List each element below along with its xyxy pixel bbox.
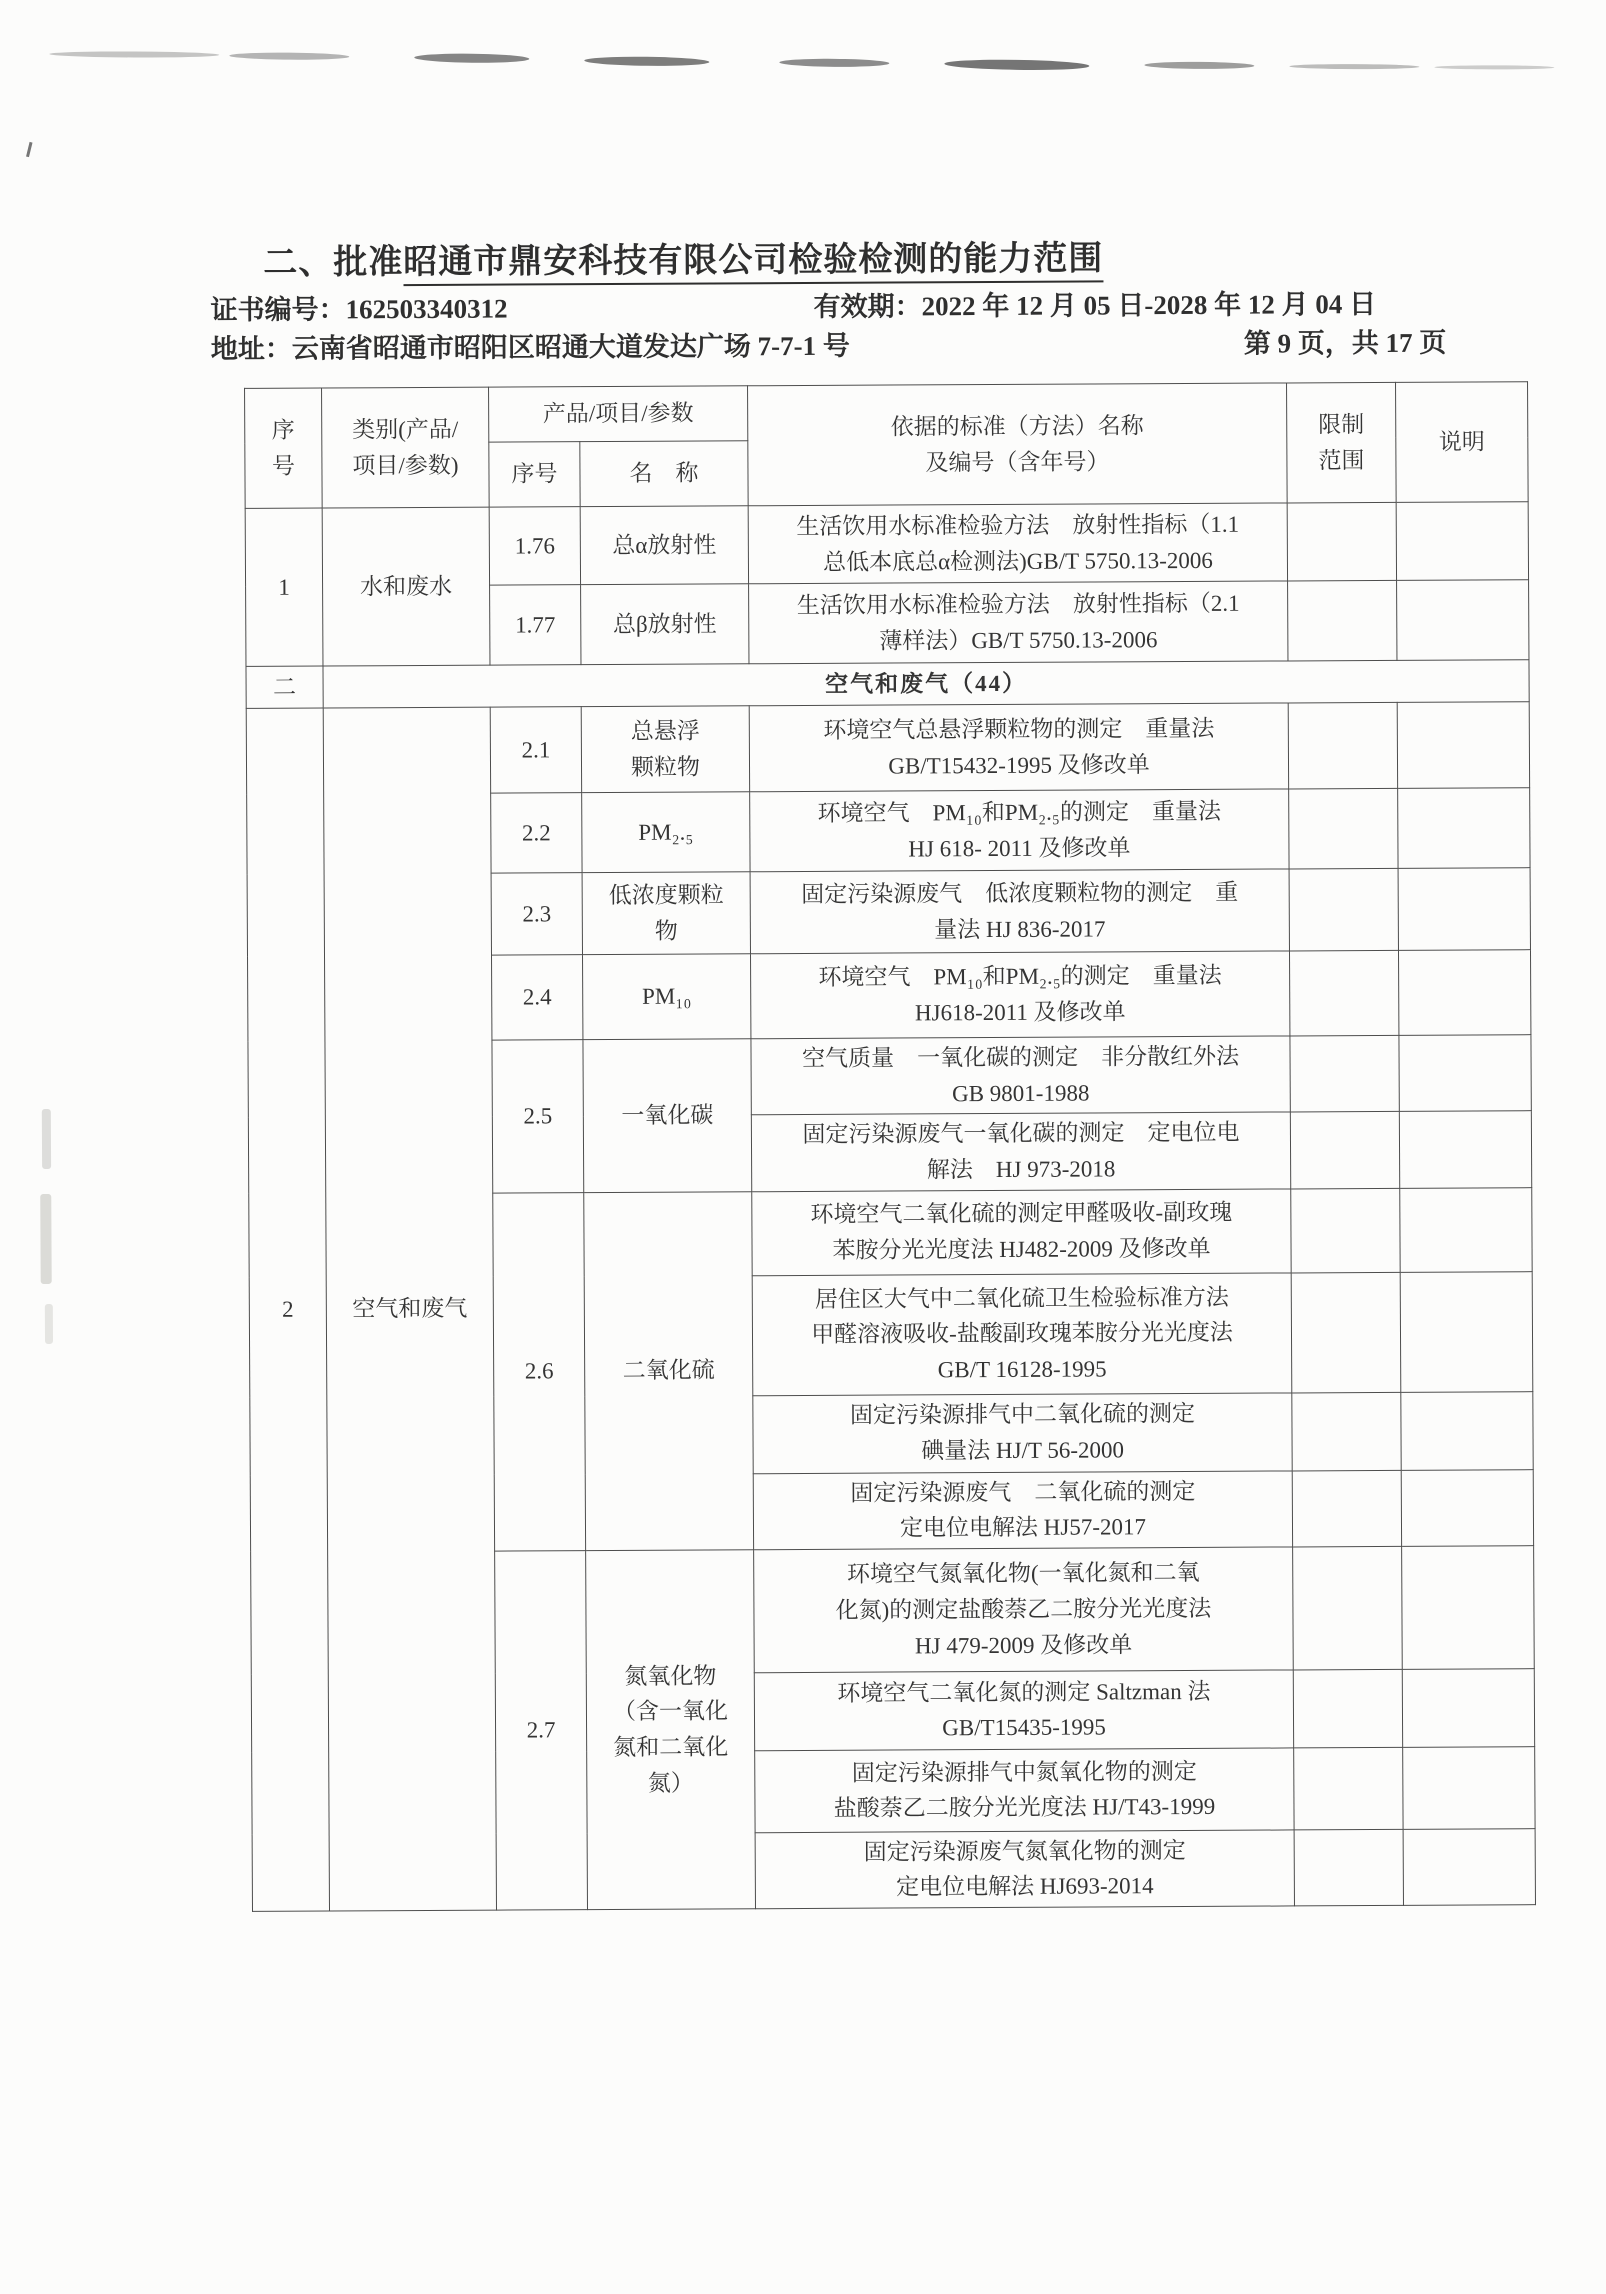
- header-limit: 限制 范围: [1287, 382, 1397, 503]
- header-standard: 依据的标准（方法）名称 及编号（含年号）: [748, 383, 1288, 506]
- cell-name: 总悬浮 颗粒物: [581, 706, 749, 793]
- cell-standard: 固定污染源废气一氧化碳的测定 定电位电 解法 HJ 973-2018: [751, 1112, 1290, 1191]
- cell-standard: 居住区大气中二氧化硫卫生检验标准方法 甲醛溶液吸收-盐酸副玫瑰苯胺分光光度法 GB/T 16128-1995: [752, 1273, 1292, 1396]
- cell-sub-no: 2.1: [490, 707, 581, 793]
- cell-note: [1396, 502, 1528, 581]
- cell-note: [1398, 950, 1530, 1036]
- page-number-info: 第 9 页，共 17 页: [1243, 327, 1447, 359]
- cell-name: 氮氧化物 （含一氧化 氮和二氧化 氮）: [586, 1550, 756, 1910]
- cell-limit: [1294, 1829, 1403, 1906]
- scan-artifacts: [0, 0, 1600, 4]
- cell-sub-no: 2.7: [495, 1550, 588, 1910]
- cell-limit: [1287, 502, 1396, 581]
- certificate-number: 证书编号：162503340312: [210, 293, 508, 326]
- header-sub-no: 序号: [489, 442, 580, 507]
- cell-name: 二氧化硫: [584, 1191, 754, 1550]
- header-no: 序 号: [245, 388, 323, 508]
- scan-streak: [584, 56, 709, 67]
- cell-standard: 空气质量 一氧化碳的测定 非分散红外法 GB 9801-1988: [751, 1036, 1290, 1115]
- header-category: 类别(产品/ 项目/参数): [322, 387, 490, 508]
- cell-category: 空气和废气: [323, 707, 496, 1911]
- cell-no: 1: [245, 508, 323, 666]
- table-row: [245, 502, 1528, 587]
- section-label: 空气和废气（44）: [323, 660, 1529, 708]
- cell-sub-no: 2.6: [493, 1192, 586, 1551]
- section-no: 二: [246, 666, 323, 708]
- scan-mark: [26, 142, 32, 157]
- cell-limit: [1288, 702, 1397, 789]
- cell-note: [1397, 580, 1529, 661]
- cell-note: [1402, 1669, 1534, 1748]
- cell-limit: [1289, 950, 1398, 1036]
- validity-period: 有效期：2022 年 12 月 05 日-2028 年 12 月 04 日: [813, 288, 1377, 322]
- cell-note: [1402, 1546, 1535, 1670]
- scan-streak: [779, 58, 889, 67]
- scan-streak: [49, 51, 219, 58]
- document-title: [263, 230, 1103, 283]
- cell-standard: 环境空气二氧化硫的测定甲醛吸收-副玫瑰 苯胺分光光度法 HJ482-2009 及修改单: [752, 1189, 1291, 1276]
- cell-limit: [1290, 1035, 1399, 1112]
- cell-limit: [1291, 1188, 1400, 1273]
- scan-streak: [1144, 62, 1254, 70]
- cell-category: 水和废水: [322, 507, 490, 666]
- cell-standard: 环境空气 PM₁₀和PM₂.₅的测定 重量法 HJ 618- 2011 及修改单: [750, 789, 1289, 872]
- table-row: [246, 702, 1529, 795]
- cell-no: 2: [246, 708, 329, 1912]
- scan-streak: [944, 59, 1089, 71]
- cell-note: [1399, 1111, 1531, 1188]
- cell-standard: 固定污染源废气氮氧化物的测定 定电位电解法 HJ693-2014: [755, 1830, 1294, 1909]
- section-row: [246, 660, 1529, 709]
- cell-note: [1397, 702, 1529, 789]
- address-line: 地址：云南省昭通市昭阳区昭通大道发达广场 7-7-1 号: [210, 330, 850, 365]
- cell-standard: 生活饮用水标准检验方法 放射性指标（1.1 总低本底总α检测法)GB/T 5750.13-2006: [748, 503, 1287, 584]
- cell-name: 低浓度颗粒 物: [582, 872, 750, 955]
- title-prefix: 二、批准: [263, 244, 404, 282]
- header-name: 名 称: [580, 441, 748, 507]
- cell-standard: 环境空气 PM₁₀和PM₂.₅的测定 重量法 HJ618-2011 及修改单: [750, 951, 1289, 1039]
- cell-note: [1399, 1035, 1531, 1112]
- scan-streak: [1289, 64, 1419, 69]
- cell-sub-no: 2.5: [492, 1040, 584, 1193]
- cell-sub-no: 1.77: [490, 585, 581, 665]
- cell-limit: [1293, 1546, 1403, 1670]
- cell-limit: [1289, 868, 1398, 951]
- scan-smudge: [40, 1194, 51, 1284]
- cell-standard: 环境空气总悬浮颗粒物的测定 重量法 GB/T15432-1995 及修改单: [749, 703, 1288, 792]
- cell-limit: [1294, 1747, 1403, 1830]
- scan-smudge: [42, 1109, 51, 1169]
- cell-standard: 固定污染源废气 低浓度颗粒物的测定 重 量法 HJ 836-2017: [750, 869, 1289, 954]
- cell-limit: [1288, 580, 1397, 661]
- scan-streak: [1434, 65, 1554, 69]
- cell-sub-no: 2.2: [491, 793, 582, 873]
- cell-note: [1398, 788, 1530, 869]
- cell-standard: 固定污染源废气 二氧化硫的测定 定电位电解法 HJ57-2017: [753, 1471, 1292, 1550]
- cell-note: [1400, 1187, 1532, 1272]
- cell-limit: [1292, 1392, 1401, 1471]
- cell-standard: 环境空气氮氧化物(一氧化氮和二氧 化氮)的测定盐酸萘乙二胺分光光度法 HJ 479-2009 及修改单: [754, 1547, 1294, 1673]
- cell-name: PM₂.₅: [582, 792, 750, 873]
- cell-limit: [1290, 1112, 1399, 1189]
- scan-streak: [229, 52, 349, 60]
- header-product-group: 产品/项目/参数: [489, 386, 748, 442]
- cell-note: [1403, 1829, 1535, 1906]
- cell-standard: 环境空气二氧化氮的测定 Saltzman 法 GB/T15435-1995: [754, 1670, 1293, 1751]
- scan-streak: [414, 53, 529, 63]
- cell-standard: 固定污染源排气中二氧化硫的测定 碘量法 HJ/T 56-2000: [753, 1393, 1292, 1474]
- cell-name: 总β放射性: [581, 584, 749, 665]
- cell-limit: [1292, 1470, 1401, 1547]
- cell-limit: [1289, 788, 1398, 869]
- cell-note: [1398, 868, 1530, 951]
- cell-sub-no: 2.4: [492, 955, 583, 1040]
- scan-smudge: [45, 1304, 53, 1344]
- cell-name: PM₁₀: [583, 954, 751, 1040]
- header-note: 说明: [1396, 382, 1529, 503]
- cell-limit: [1293, 1669, 1402, 1748]
- cell-name: 一氧化碳: [583, 1039, 752, 1192]
- cell-note: [1401, 1469, 1533, 1546]
- cell-note: [1403, 1747, 1535, 1830]
- cell-sub-no: 2.3: [491, 873, 582, 955]
- cell-limit: [1291, 1272, 1401, 1393]
- cell-standard: 固定污染源排气中氮氧化物的测定 盐酸萘乙二胺分光光度法 HJ/T43-1999: [755, 1748, 1294, 1833]
- cell-standard: 生活饮用水标准检验方法 放射性指标（2.1 薄样法）GB/T 5750.13-2006: [749, 581, 1288, 664]
- cell-sub-no: 1.76: [489, 507, 580, 585]
- cell-name: 总α放射性: [580, 506, 748, 585]
- cell-note: [1400, 1271, 1533, 1392]
- title-underlined-text: 昭通市鼎安科技有限公司检验检测的能力范围: [403, 240, 1103, 286]
- capability-table: [244, 381, 1536, 1912]
- cell-note: [1401, 1391, 1533, 1470]
